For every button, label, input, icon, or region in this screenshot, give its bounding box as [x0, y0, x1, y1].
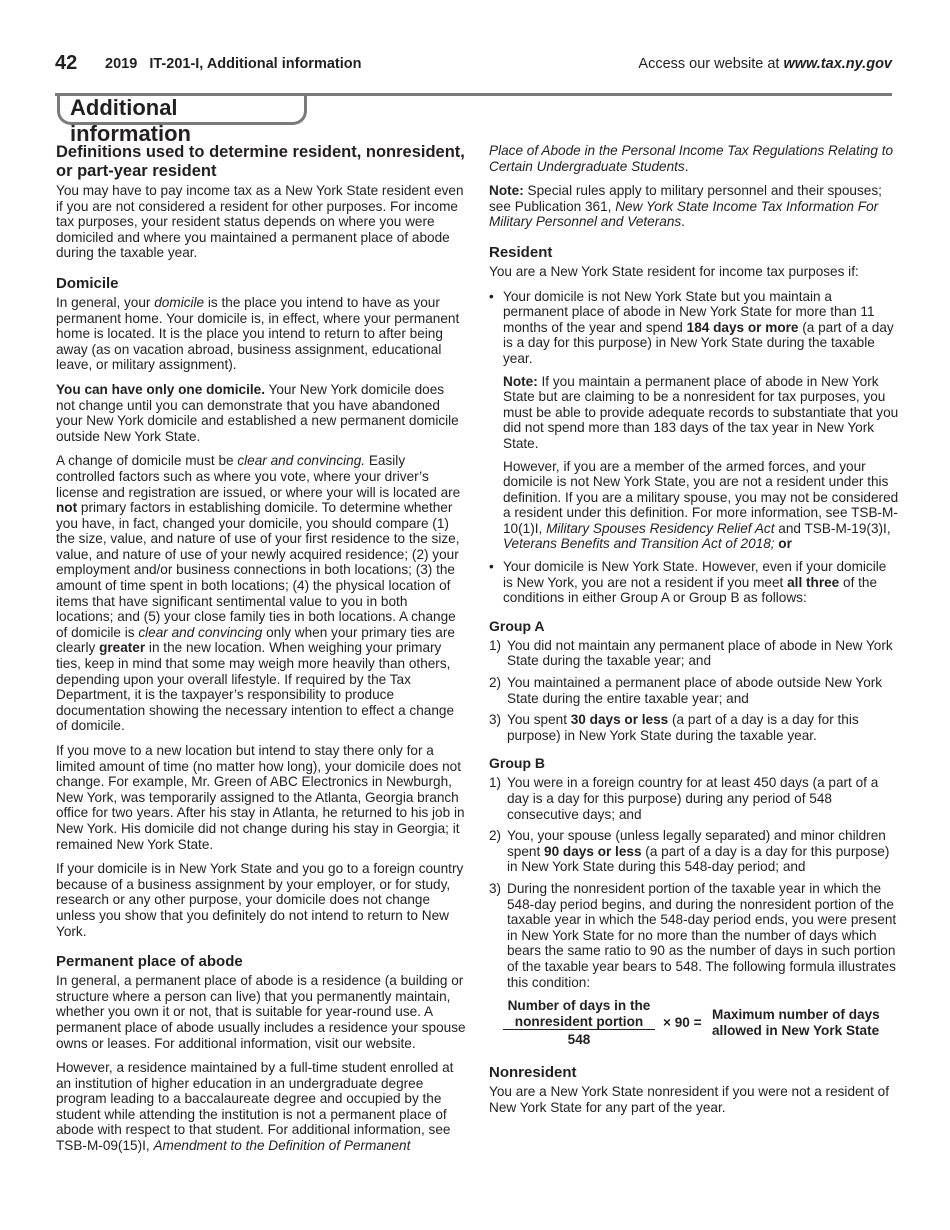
group-b-item-1: 1) You were in a foreign country for at least 450 days (a part of a day is a day for this purpose) during any period of 548 consecutive days; and: [489, 775, 879, 822]
group-a-heading: Group A: [489, 617, 545, 634]
group-b-heading: Group B: [489, 755, 545, 772]
group-a-item-1: 1) You did not maintain any permanent place of abode in New York State during the taxable year; and: [489, 637, 893, 669]
nonresident-heading: Nonresident: [489, 1064, 577, 1082]
abode-continued: Place of Abode in the Personal Income Tax Regulations Relating to Certain Undergraduate Students.: [489, 143, 894, 174]
domicile-paragraph-3: A change of domicile must be clear and convincing. Easily controlled factors such as where you vote, where your driver’s license and registration are issued, or where your will is located are not primary factors in establishing domicile. To determine whether you have, in fact, changed your domicile, you should compare (1) the size, value, and nature of use of your first residence to the size, value, and nature of use of your newly acquired residence; (2) your employment and/or business connections in both locations; (3) the amount of time spent in both locations; (4) the physical location of items that have significant sentimental value to you in both locations; and (5) your close family ties in both locations. A change of domicile is clear and convincing only when your primary ties are clearly greater in the new location. When weighing your primary ties, keep in mind that some may weigh more heavily than others, depending upon your overall lifestyle. If required by the Tax Department, it is the taxpayer’s responsibility to produce documentation showing the necessary intention to effect a change of domicile.: [56, 453, 461, 734]
group-b-item-2: 2) You, your spouse (unless legally separated) and minor children spent 90 days or less (a part of a day is a day for this purpose) in New York State during this 548-day period; and: [489, 828, 890, 875]
domicile-paragraph-4: If you move to a new location but intend to stay there only for a limited amount of time (no matter how long), your domicile does not change. For example, Mr. Green of ABC Electronics in Newburgh, New York, was temporarily assigned to the Atlanta, Georgia branch office for two years. After his stay in Atlanta, he returned to his job in New York. His domicile did not change during his stay in Georgia; it remained New York State.: [56, 743, 465, 852]
resident-bullet-1-military: However, if you are a member of the armed forces, and your domicile is not New York State, you are not a resident under this definition. If you are a military spouse, you may not be considered a resident under this definition. For more information, see TSB-M-10(1)I, Military Spouses Residency Relief Act and TSB-M-19(3)I, Veterans Benefits and Transition Act of 2018; or: [503, 458, 899, 552]
website-prefix: Access our website at: [638, 56, 784, 72]
group-b-item-3: 3) During the nonresident portion of the taxable year in which the 548-day period begins, and during the nonresident portion of the taxable year in which the 548-day period ends, you were present in New York State for no more than the number of days which bears the same ratio to 90 as the number of days in such portion of the taxable year bears to 548. The following formula illustrates this condition:: [489, 880, 897, 990]
domicile-heading: Domicile: [56, 274, 119, 292]
page-header: [55, 52, 892, 78]
group-a-item-2: 2) You maintained a permanent place of abode outside New York State during the entire taxable year; and: [489, 675, 883, 706]
military-note: Note: Special rules apply to military personnel and their spouses; see Publication 361, New York State Income Tax Information For Military Personnel and Veterans.: [489, 183, 882, 230]
formula-denominator: 548: [567, 1032, 591, 1048]
resident-intro: You are a New York State resident for income tax purposes if:: [489, 263, 859, 279]
definitions-heading: Definitions used to determine resident, nonresident, or part-year resident: [56, 143, 465, 180]
resident-bullet-1: • Your domicile is not New York State but you maintain a permanent place of abode in New York State for more than 11 months of the year and spend 184 days or more (a part of a day is a day for this purpose) in New York State during the taxable year.: [489, 289, 899, 367]
resident-bullet-1-note: Note: If you maintain a permanent place of abode in New York State but are claiming to be a nonresident for tax purposes, you must be able to provide adequate records to substantiate that you did not spend more than 183 days of the tax year in New York State.: [503, 373, 899, 451]
right-column: [489, 143, 899, 1124]
formula-result: Maximum number of days allowed in New York State: [712, 1007, 880, 1038]
formula-numerator: Number of days in the nonresident portion: [507, 998, 651, 1029]
section-tab-label: Additional information: [70, 95, 191, 146]
left-column: [56, 143, 466, 1163]
abode-heading: Permanent place of abode: [56, 953, 243, 971]
domicile-paragraph-2: You can have only one domicile. Your New York domicile does not change until you can demonstrate that you have abandoned your New York domicile and established a new permanent domicile outside New York State.: [56, 381, 459, 444]
header-website-line: [638, 56, 892, 72]
resident-heading: Resident: [489, 243, 553, 261]
group-a-item-3: 3) You spent 30 days or less (a part of a day is a day for this purpose) in New York State during the taxable year.: [489, 712, 859, 743]
website-link[interactable]: www.tax.ny.gov: [783, 56, 892, 72]
domicile-paragraph-1: In general, your domicile is the place you intend to have as your permanent home. Your domicile is, in effect, where your permanent home is located. It is the place you intend to return to after being away (as on vacation abroad, business assignment, educational leave, or military assignment).: [56, 294, 460, 373]
nonresident-text: You are a New York State nonresident if you were not a resident of New York State for any part of the year.: [489, 1084, 890, 1115]
resident-bullet-2: • Your domicile is New York State. However, even if your domicile is New York, you are not a resident if you meet all three of the conditions in either Group A or Group B as follows:: [489, 559, 899, 606]
section-tab: [57, 95, 307, 146]
domicile-paragraph-5: If your domicile is in New York State and you go to a foreign country because of a business assignment by your employer, or for study, research or any other purpose, your domicile does not change unless you show that you definitely do not intend to return to New York.: [56, 861, 464, 939]
formula-operator: × 90 =: [663, 1015, 702, 1031]
page-number: 42: [55, 52, 78, 74]
intro-paragraph: You may have to pay income tax as a New York State resident even if you are not considered a resident for other purposes. For income tax purposes, your resident status depends on where you were domiciled and where you maintained a permanent place of abode during the taxable year.: [56, 183, 464, 261]
ratio-formula: [489, 998, 899, 1050]
abode-paragraph-1: In general, a permanent place of abode is a residence (a building or structure where a person can live) that you permanently maintain, whether you own it or not, that is suitable for year-round use. A permanent place of abode usually includes a residence your spouse owns or leases. For additional information, visit our website.: [56, 973, 466, 1051]
header-title: 2019 IT-201-I, Additional information: [105, 56, 362, 72]
formula-fraction-line: [503, 1029, 655, 1030]
abode-paragraph-2: However, a residence maintained by a full-time student enrolled at an institution of higher education in an undergraduate degree program leading to a baccalaureate degree and occupied by the student while attending the institution is not a permanent place of abode with respect to that student. For additional information, see TSB-M-09(15)I, Amendment to the Definition of Permanent: [56, 1060, 454, 1154]
